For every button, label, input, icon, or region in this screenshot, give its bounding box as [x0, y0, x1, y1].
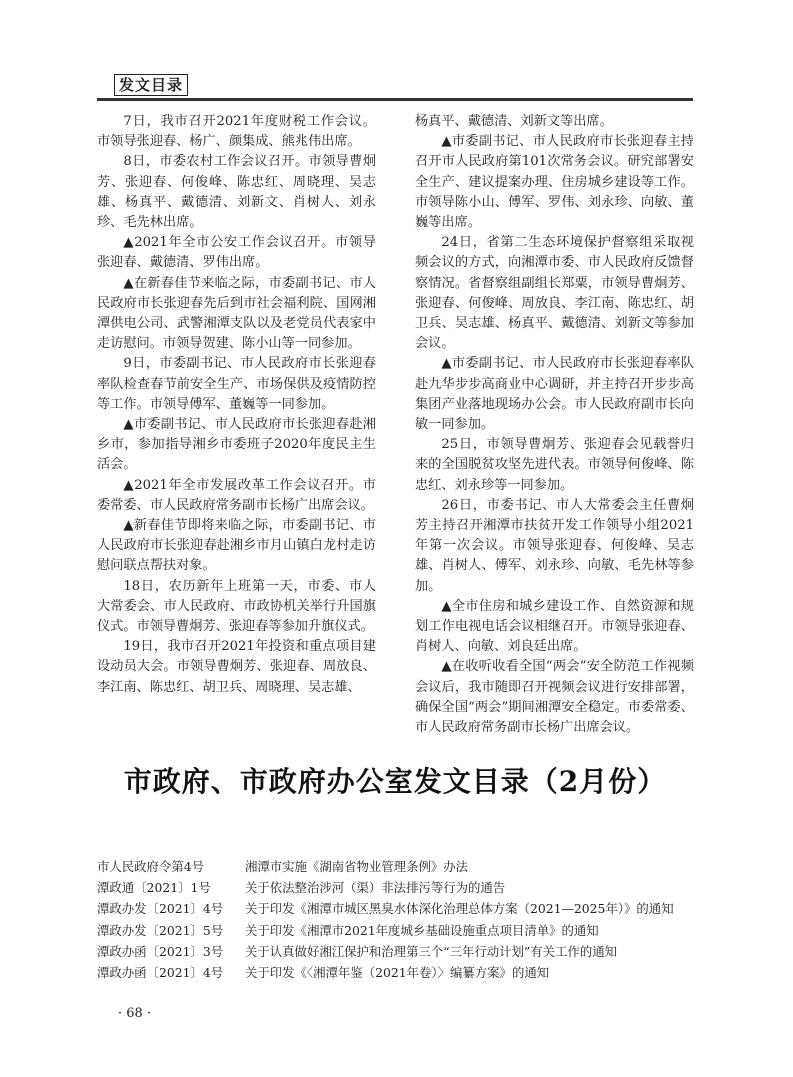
news-paragraph: ▲市委副书记、市人民政府市长张迎春赴湘乡市，参加指导湘乡市委班子2020年度民主生活会。	[97, 417, 376, 473]
document-number: 潭政办函〔2021〕3号	[97, 943, 224, 959]
document-title: 湘潭市实施《湖南省物业管理条例》办法	[245, 859, 469, 874]
document-title: 关于印发《湘潭市城区黑臭水体深化治理总体方案（2021—2025年）》的通知	[245, 901, 674, 917]
document-row	[97, 898, 707, 919]
news-paragraph: ▲2021年全市公安工作会议召开。市领导张迎春、戴德清、罗伟出席。	[97, 235, 376, 271]
document-row	[97, 941, 707, 962]
document-number: 潭政办发〔2021〕4号	[97, 901, 224, 917]
news-paragraph: ▲在新春佳节来临之际，市委副书记、市人民政府市长张迎春先后到市社会福利院、国网湘潭供电公司、武警湘潭支队以及老党员代表家中走访慰问。市领导贺建、陈小山等一同参加。	[97, 275, 376, 352]
news-paragraph: 19日，我市召开2021年投资和重点项目建设动员大会。市领导曹炯芳、张迎春、周放良、李江南、陈忠红、胡卫兵、周晓理、吴志雄、	[97, 639, 376, 695]
news-paragraph: ▲新春佳节即将来临之际，市委副书记、市人民政府市长张迎春赴湘乡市月山镇白龙村走访慰问联点帮扶对象。	[97, 518, 376, 574]
news-paragraph: 7日，我市召开2021年度财税工作会议。市领导张迎春、杨广、颜集成、熊兆伟出席。	[97, 114, 376, 150]
news-paragraph: 26日，市委书记、市人大常委会主任曹炯芳主持召开湘潭市扶贫开发工作领导小组2021年第一次会议。市领导张迎春、何俊峰、吴志雄、肖树人、傅军、刘永珍、向敏、毛先林等参加。	[415, 497, 694, 594]
news-paragraph: 9日，市委副书记、市人民政府市长张迎春率队检查春节前安全生产、市场保供及疫情防控等工作。市领导傅军、董巍等一同参加。	[97, 356, 376, 412]
section-title: 市政府、市政府办公室发文目录（2月份）	[123, 765, 667, 798]
document-number: 潭政办函〔2021〕4号	[97, 965, 224, 981]
news-paragraph: 18日，农历新年上班第一天，市委、市人大常委会、市人民政府、市政协机关举行升国旗仪式。市领导曹炯芳、张迎春等参加升旗仪式。	[97, 578, 376, 635]
news-paragraph: ▲市委副书记、市人民政府市长张迎春率队赴九华步步高商业中心调研，并主持召开步步高集团产业落地现场办公会。市人民政府副市长向敏一同参加。	[415, 356, 694, 433]
document-number: 潭政办发〔2021〕5号	[97, 922, 224, 938]
news-columns	[97, 112, 694, 736]
news-paragraph: 8日，市委农村工作会议召开。市领导曹炯芳、张迎春、何俊峰、陈忠红、周晓理、吴志雄、杨真平、戴德清、刘新文、肖树人、刘永珍、毛先林出席。	[97, 154, 376, 231]
news-paragraph: 25日，市领导曹炯芳、张迎春会见载誉归来的全国脱贫攻坚先进代表。市领导何俊峰、陈忠红、刘永珍等一同参加。	[415, 437, 694, 493]
document-title: 关于印发《湘潭市2021年度城乡基础设施重点项目清单》的通知	[245, 922, 599, 938]
document-title: 关于印发《〈湘潭年鉴（2021年卷）〉编纂方案》的通知	[245, 965, 550, 981]
news-paragraph: 24日，省第二生态环境保护督察组采取视频会议的方式，向湘潭市委、市人民政府反馈督察情况。省督察组副组长郑粟，市领导曹炯芳、张迎春、何俊峰、周放良、李江南、陈忠红、胡卫兵、吴志雄、杨真平、戴德清、刘新文等参加会议。	[415, 235, 694, 352]
document-number: 潭政通〔2021〕1号	[97, 880, 211, 896]
document-number: 市人民政府令第4号	[97, 859, 205, 874]
news-paragraph: ▲2021年全市发展改革工作会议召开。市委常委、市人民政府常务副市长杨广出席会议。	[97, 477, 376, 513]
right-column	[415, 112, 694, 738]
news-paragraph: ▲全市住房和城乡建设工作、自然资源和规划工作电视电话会议相继召开。市领导张迎春、肖树人、向敏、刘良廷出席。	[415, 598, 694, 655]
document-row	[97, 962, 707, 983]
page-header	[97, 68, 693, 102]
left-column	[97, 112, 376, 698]
document-list	[97, 856, 707, 983]
news-paragraph: 杨真平、戴德清、刘新文等出席。	[415, 114, 613, 129]
document-title: 关于认真做好湘江保护和治理第三个“三年行动计划”有关工作的通知	[245, 943, 617, 959]
news-paragraph: ▲在收听收看全国“两会”安全防范工作视频会议后，我市随即召开视频会议进行安排部署，确保全国“两会”期间湘潭安全稳定。市委常委、市人民政府常务副市长杨广出席会议。	[415, 659, 694, 736]
document-row	[97, 856, 707, 877]
news-paragraph: ▲市委副书记、市人民政府市长张迎春主持召开市人民政府第101次常务会议。研究部署安全生产、建议提案办理、住房城乡建设等工作。市领导陈小山、傅军、罗伟、刘永珍、向敏、董巍等出席。	[415, 134, 694, 231]
document-row	[97, 920, 707, 941]
header-rule	[97, 98, 693, 101]
document-row	[97, 877, 707, 898]
document-title: 关于依法整治涉河（渠）非法排污等行为的通告	[245, 880, 506, 896]
page-number: · 68 ·	[118, 1006, 152, 1021]
header-label: 发文目录	[114, 74, 188, 96]
